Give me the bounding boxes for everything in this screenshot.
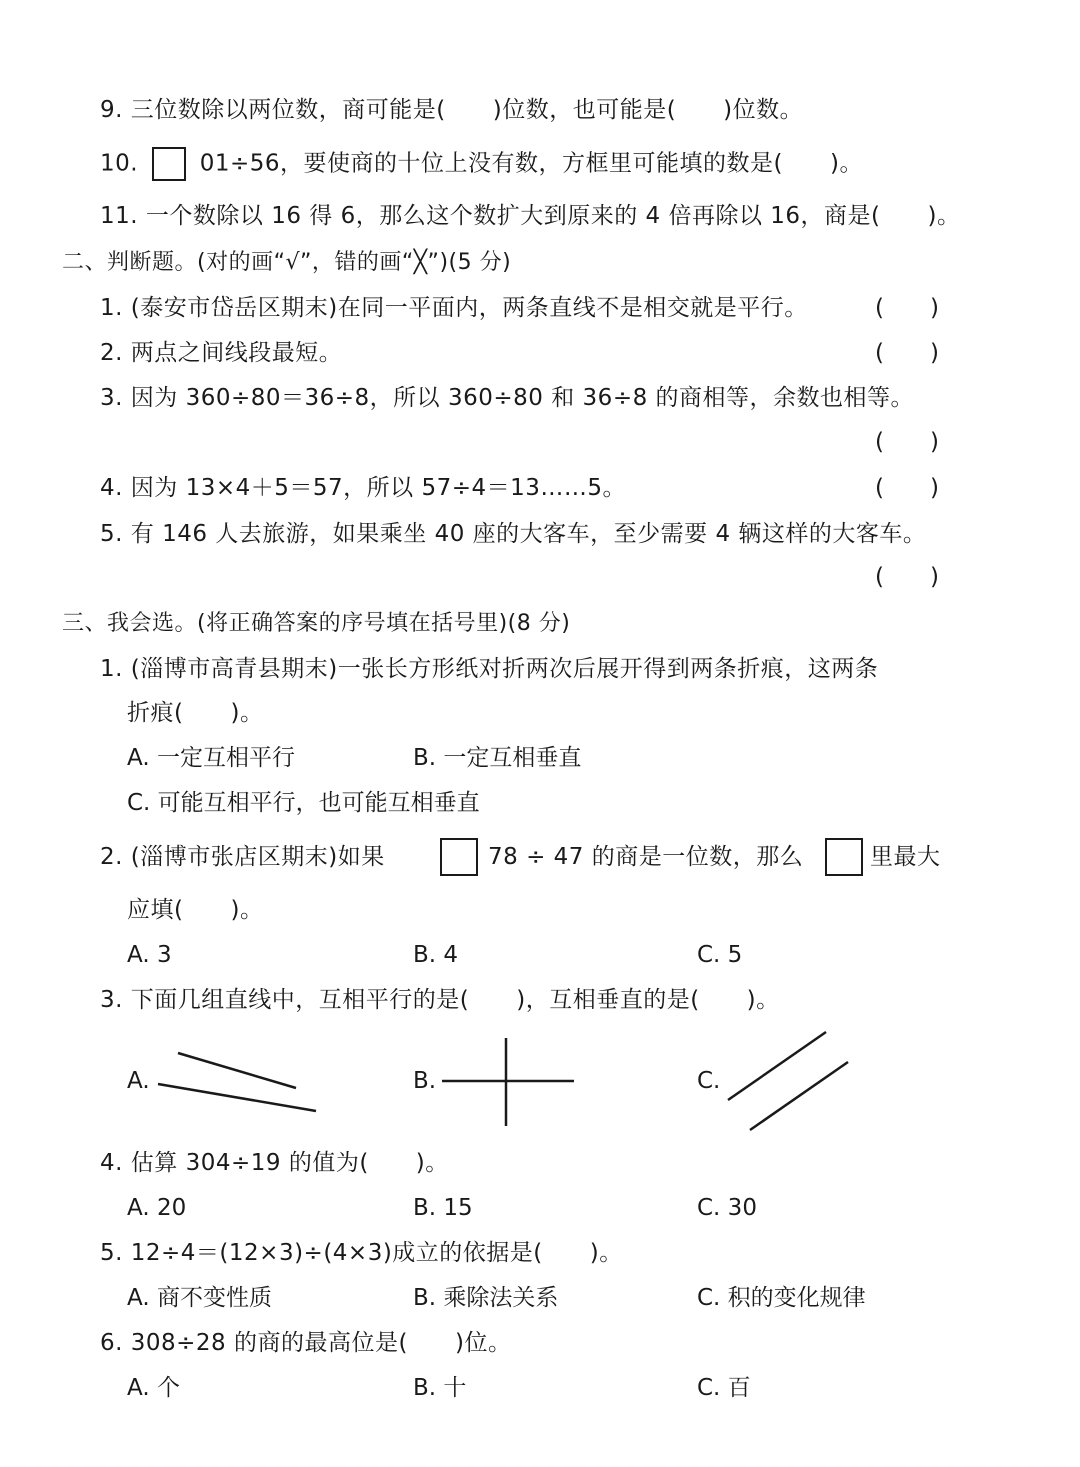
answer-paren-3: ( ) xyxy=(875,429,939,455)
question-9: 9. 三位数除以两位数，商可能是( )位数，也可能是( )位数。 xyxy=(100,97,804,123)
q2-option-c: C. 5 xyxy=(697,942,743,968)
q2-option-b: B. 4 xyxy=(413,942,459,968)
q1-option-a: A. 一定互相平行 xyxy=(127,745,295,771)
choice-q2-part3: 里最大 xyxy=(870,844,941,870)
answer-paren-5: ( ) xyxy=(875,564,939,590)
choice-q2-line2: 应填( )。 xyxy=(127,897,264,923)
choice-q1-line1: 1. (淄博市高青县期末)一张长方形纸对折两次后展开得到两条折痕，这两条 xyxy=(100,656,879,682)
q1-option-c: C. 可能互相平行，也可能互相垂直 xyxy=(127,790,480,816)
answer-paren-1: ( ) xyxy=(875,295,939,321)
figure-a-lines xyxy=(150,1040,330,1120)
q4-option-a: A. 20 xyxy=(127,1195,187,1221)
q5-option-c: C. 积的变化规律 xyxy=(697,1285,866,1311)
question-11: 11. 一个数除以 16 得 6，那么这个数扩大到原来的 4 倍再除以 16，商是( )。 xyxy=(100,203,961,229)
figure-c-line-1 xyxy=(728,1032,826,1100)
figure-c-lines xyxy=(720,1028,860,1138)
choice-q2-part2: 78 ÷ 47 的商是一位数，那么 xyxy=(488,844,804,870)
q3-option-a-label: A. xyxy=(127,1068,150,1094)
judge-item-2: 2. 两点之间线段最短。 xyxy=(100,340,343,366)
choice-q6: 6. 308÷28 的商的最高位是( )位。 xyxy=(100,1330,512,1356)
section-2-heading: 二、判断题。(对的画“√”，错的画“╳”)(5 分) xyxy=(62,250,512,275)
judge-item-1: 1. (泰安市岱岳区期末)在同一平面内，两条直线不是相交就是平行。 xyxy=(100,295,808,321)
q4-option-c: C. 30 xyxy=(697,1195,757,1221)
judge-item-3: 3. 因为 360÷80＝36÷8，所以 360÷80 和 36÷8 的商相等，余数也相等。 xyxy=(100,385,915,411)
figure-a-line-1 xyxy=(178,1053,296,1088)
choice-q4: 4. 估算 304÷19 的值为( )。 xyxy=(100,1150,449,1176)
q6-option-c: C. 百 xyxy=(697,1375,751,1401)
q1-option-b: B. 一定互相垂直 xyxy=(413,745,582,771)
choice-q2-part1: 2. (淄博市张店区期末)如果 xyxy=(100,844,385,870)
choice-q5: 5. 12÷4＝(12×3)÷(4×3)成立的依据是( )。 xyxy=(100,1240,623,1266)
figure-c-line-2 xyxy=(750,1062,848,1130)
section-3-heading: 三、我会选。(将正确答案的序号填在括号里)(8 分) xyxy=(62,611,571,636)
q6-option-a: A. 个 xyxy=(127,1375,180,1401)
q3-option-b-label: B. xyxy=(413,1068,437,1094)
choice-q3: 3. 下面几组直线中，互相平行的是( )，互相垂直的是( )。 xyxy=(100,987,780,1013)
q3-option-c-label: C. xyxy=(697,1068,721,1094)
answer-paren-4: ( ) xyxy=(875,475,939,501)
q4-option-b: B. 15 xyxy=(413,1195,473,1221)
question-10-text: 01÷56，要使商的十位上没有数，方框里可能填的数是( )。 xyxy=(199,150,863,177)
question-10-number: 10. xyxy=(100,150,139,177)
figure-b-lines xyxy=(438,1036,578,1128)
blank-square xyxy=(440,838,478,876)
q6-option-b: B. 十 xyxy=(413,1375,467,1401)
blank-square xyxy=(825,838,863,876)
judge-item-5: 5. 有 146 人去旅游，如果乘坐 40 座的大客车，至少需要 4 辆这样的大客车。 xyxy=(100,521,927,547)
blank-square xyxy=(152,147,186,181)
judge-item-4: 4. 因为 13×4＋5＝57，所以 57÷4＝13……5。 xyxy=(100,475,627,501)
choice-q1-line2: 折痕( )。 xyxy=(127,700,264,726)
question-10 xyxy=(100,147,863,181)
q2-option-a: A. 3 xyxy=(127,942,172,968)
q5-option-a: A. 商不变性质 xyxy=(127,1285,272,1311)
q5-option-b: B. 乘除法关系 xyxy=(413,1285,559,1311)
answer-paren-2: ( ) xyxy=(875,340,939,366)
